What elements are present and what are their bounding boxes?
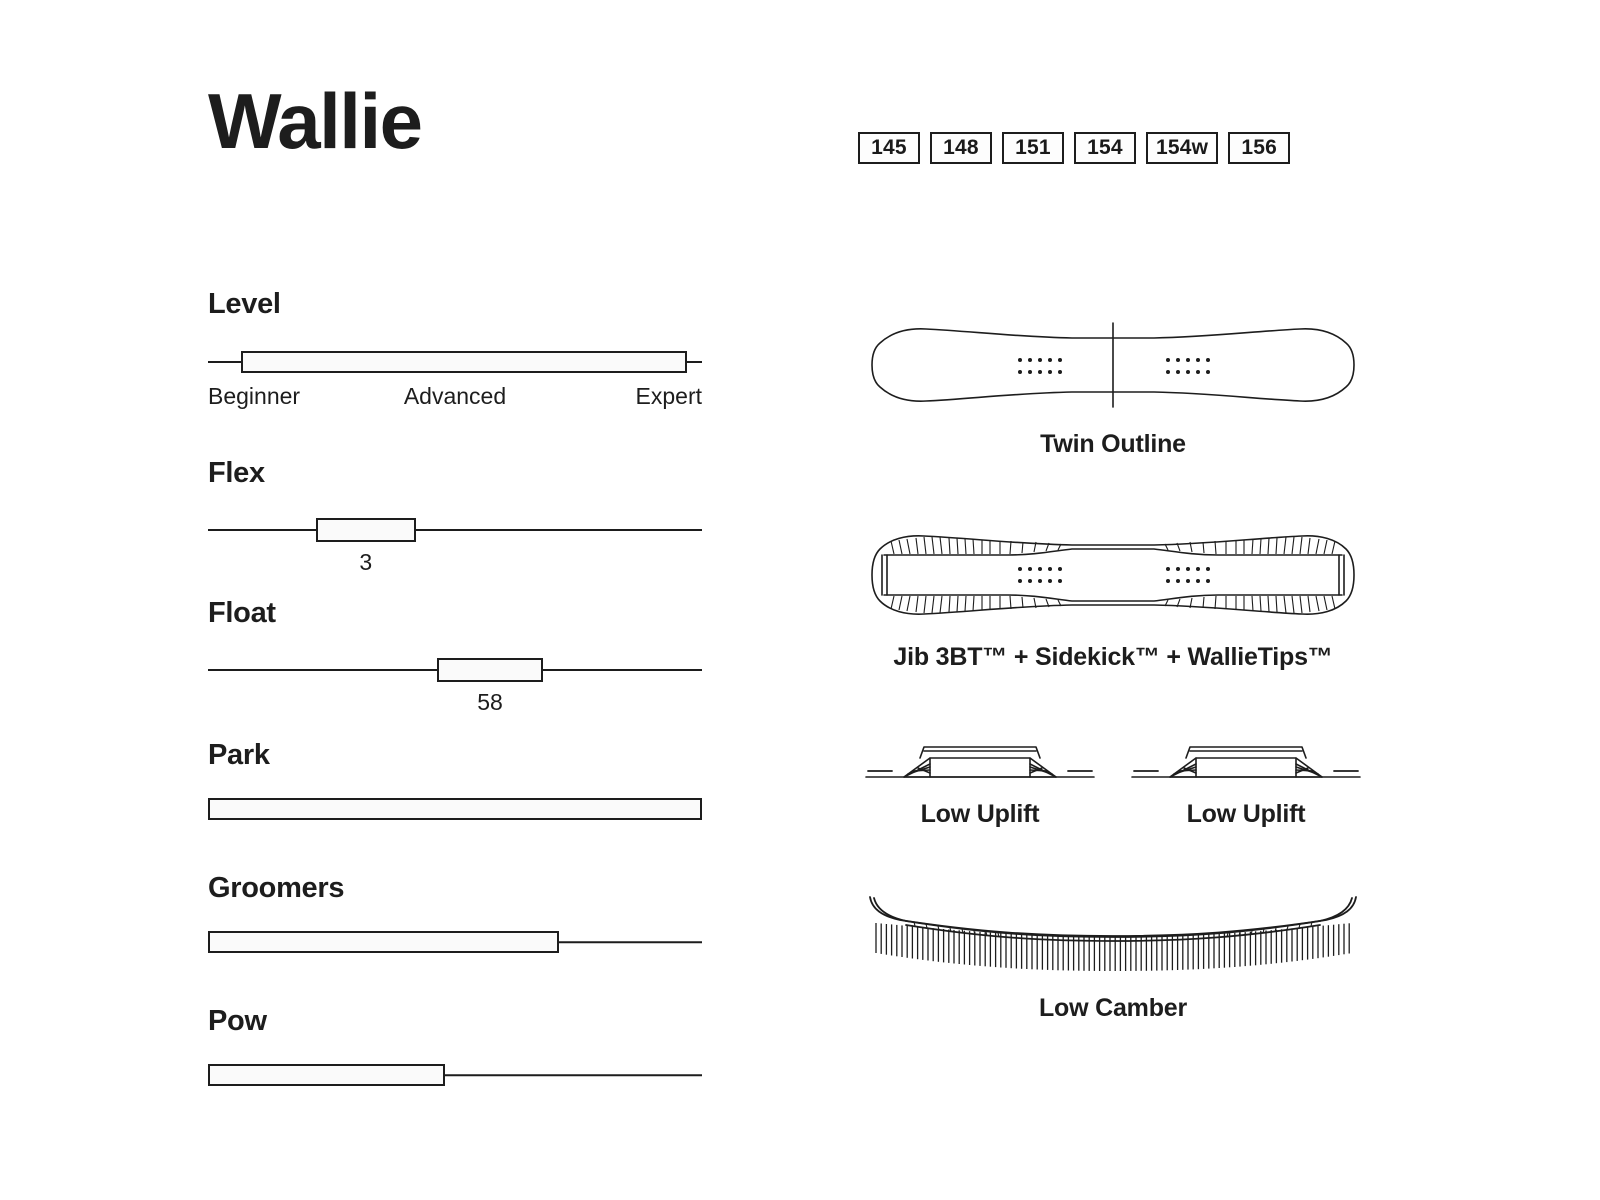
float-knob[interactable] [437,658,543,682]
level-slider[interactable] [208,347,702,377]
flex-knob[interactable] [316,518,416,542]
figure-caption-tip-left: Low Uplift [920,800,1040,828]
base-tech-drawing [858,519,1368,631]
metric-flex [208,459,702,579]
twin-outline-drawing [858,310,1368,420]
size-chip[interactable]: 156 [1228,132,1290,164]
metric-float [208,599,702,719]
size-chip[interactable]: 145 [858,132,920,164]
metrics-panel [208,290,702,1086]
figures-panel [858,310,1368,1023]
figure-row-tip-profiles [858,730,1368,829]
metric-pow [208,1007,702,1086]
insert-pattern-left [1018,358,1062,374]
low-uplift-left-drawing [858,730,1102,790]
figure-tip-right [1124,730,1368,829]
insert-pattern-right [1166,567,1210,583]
level-range-knob[interactable] [241,351,687,373]
float-value: 58 [477,689,503,715]
level-scale-labels [208,383,702,411]
groomers-bar[interactable] [208,931,702,953]
figure-twin-outline [858,310,1368,459]
size-chip[interactable]: 154w [1146,132,1218,164]
metric-level [208,290,702,411]
metric-label-float: Float [208,597,276,629]
metric-label-groomers: Groomers [208,872,345,904]
figure-camber [858,881,1368,1023]
flex-value-row [208,549,702,579]
low-uplift-right-drawing [1124,730,1368,790]
size-selector[interactable] [858,132,1290,164]
float-value-row [208,689,702,719]
metric-label-park: Park [208,739,270,771]
bar-fill [208,1064,445,1086]
pow-bar[interactable] [208,1064,702,1086]
scale-label-beginner: Beginner [208,383,301,409]
metric-label-flex: Flex [208,457,265,489]
metric-label-pow: Pow [208,1005,267,1037]
bar-fill [208,931,559,953]
insert-pattern-right [1166,358,1210,374]
figure-caption-tip-right: Low Uplift [1186,800,1306,828]
scale-label-advanced: Advanced [403,383,507,409]
figure-tip-left [858,730,1102,829]
flex-slider[interactable] [208,515,702,545]
insert-pattern-left [1018,567,1062,583]
size-chip[interactable]: 148 [930,132,992,164]
figure-caption-base-tech: Jib 3BT™ + Sidekick™ + WallieTips™ [893,643,1333,671]
figure-caption-twin-outline: Twin Outline [1040,430,1186,458]
figure-base-tech [858,519,1368,672]
metric-groomers [208,874,702,953]
scale-label-expert: Expert [635,383,702,409]
float-slider[interactable] [208,655,702,685]
bar-fill [208,798,702,820]
park-bar[interactable] [208,798,702,820]
figure-caption-camber: Low Camber [1038,994,1188,1022]
size-chip[interactable]: 151 [1002,132,1064,164]
flex-value: 3 [359,549,373,575]
metric-park [208,741,702,820]
size-chip[interactable]: 154 [1074,132,1136,164]
page-title: Wallie [208,77,422,165]
metric-label-level: Level [208,288,281,320]
slider-track [208,529,702,531]
low-camber-drawing [858,881,1368,986]
